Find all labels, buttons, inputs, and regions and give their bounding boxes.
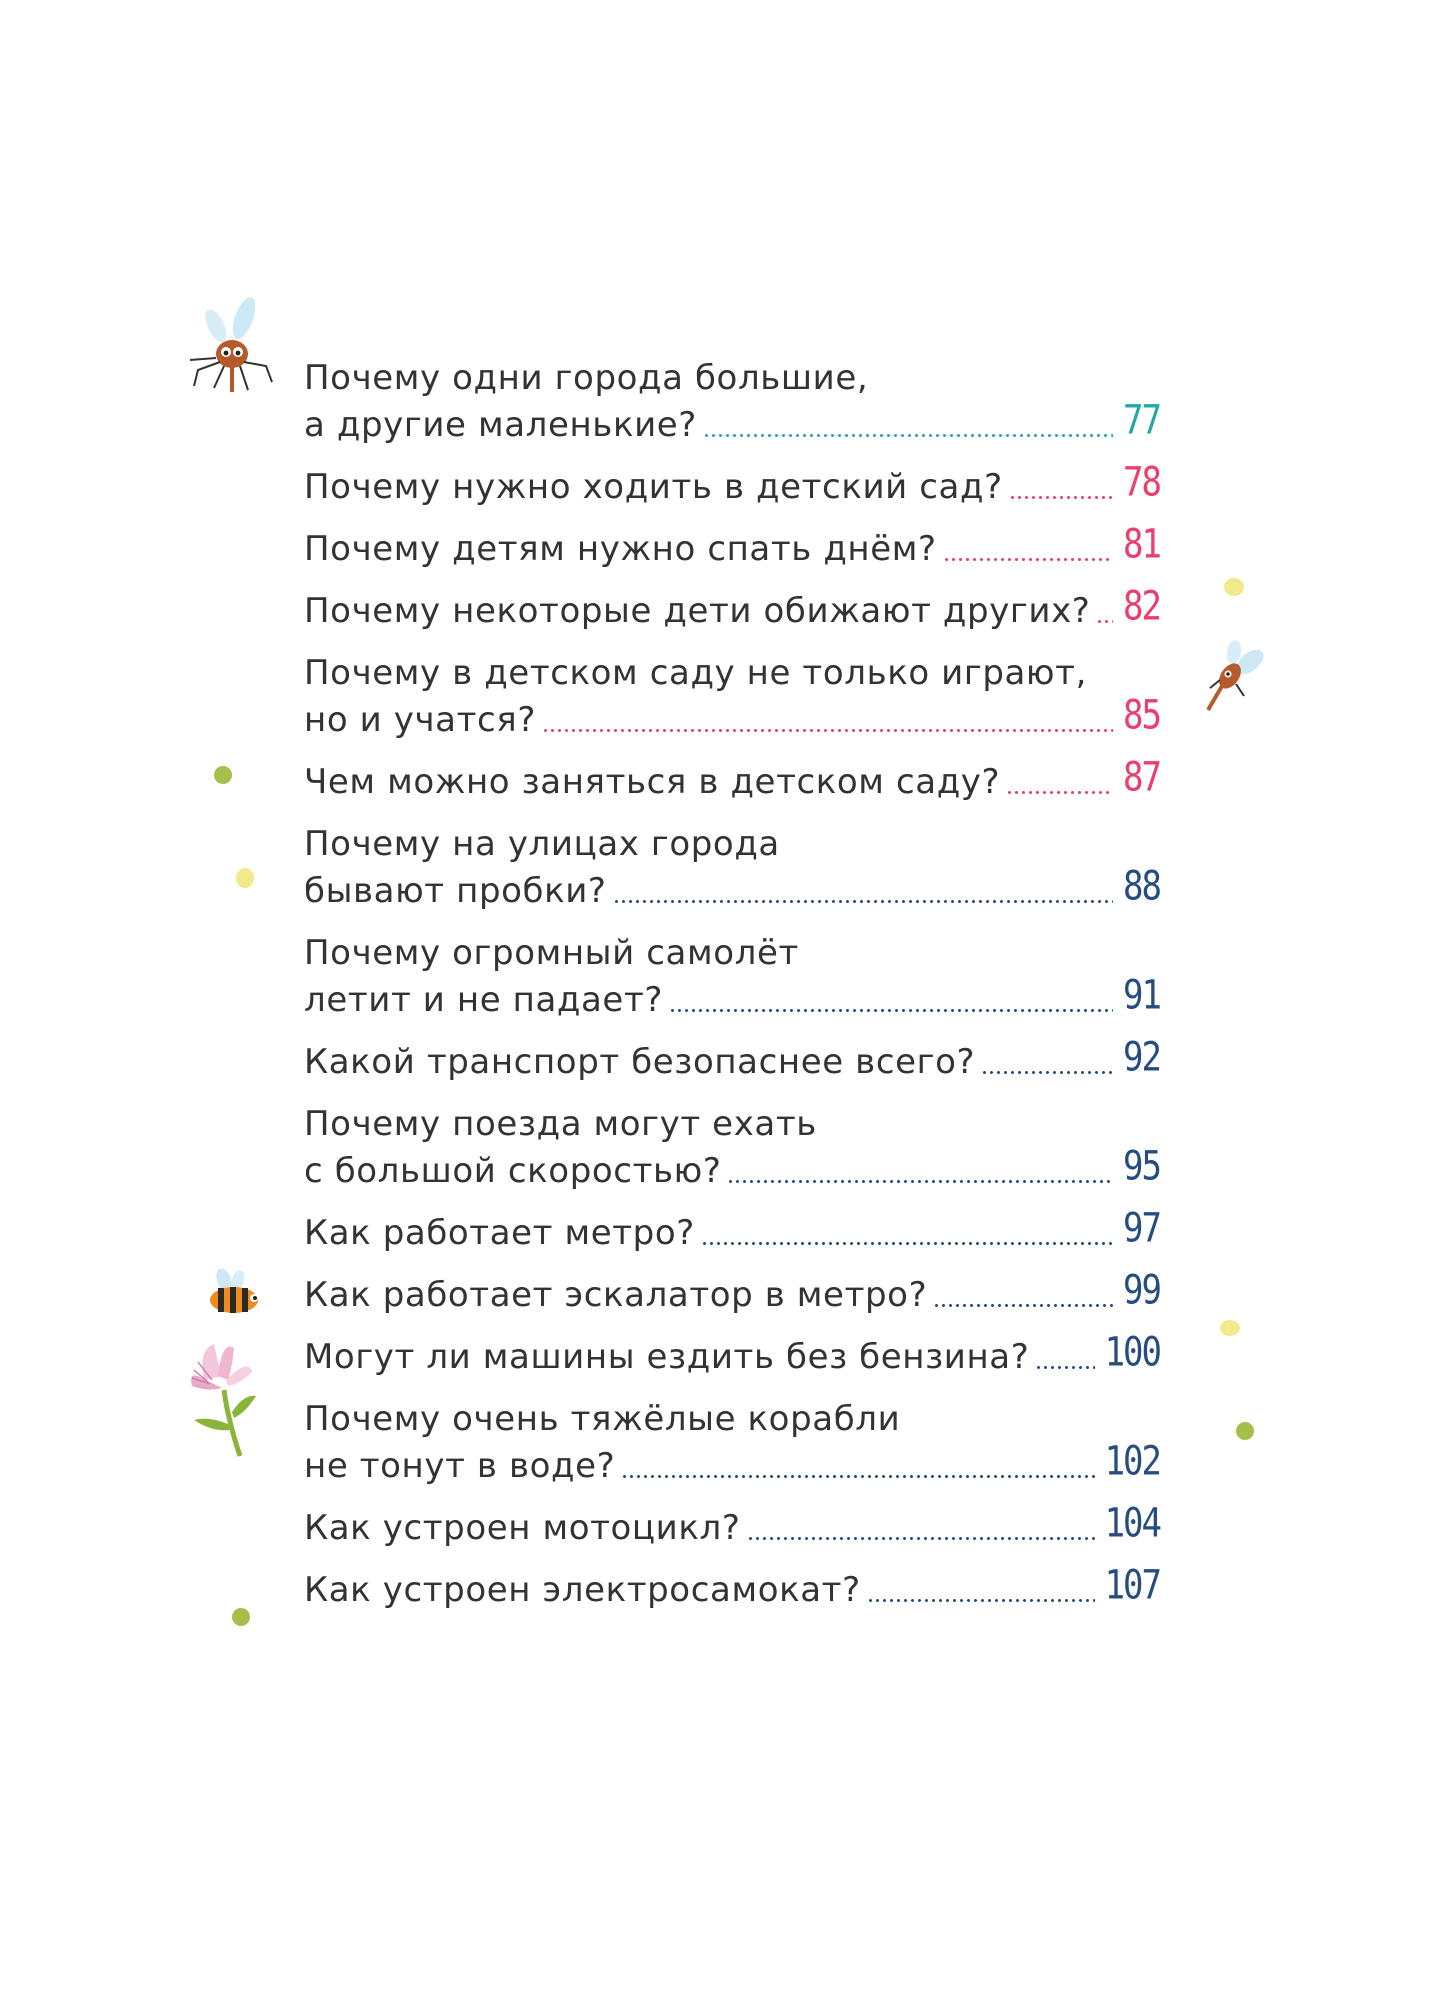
page-number: 92	[1123, 1034, 1160, 1082]
toc-entry[interactable]	[304, 1396, 1160, 1490]
toc-entry[interactable]	[304, 521, 1160, 573]
toc-entry[interactable]	[304, 355, 1160, 449]
toc-entry[interactable]	[304, 1267, 1160, 1319]
toc-entry[interactable]	[304, 821, 1160, 915]
toc-entry[interactable]	[304, 1500, 1160, 1552]
leader-dots	[867, 1599, 1095, 1602]
table-of-contents	[304, 355, 1160, 1629]
toc-entry-title-line: Почему огромный самолёт	[304, 933, 799, 973]
toc-entry-title: бывают пробки?	[304, 871, 607, 911]
leader-dots	[669, 1009, 1113, 1012]
page-number: 91	[1123, 972, 1160, 1020]
yellow-dot	[1220, 1320, 1240, 1336]
leader-dots	[1035, 1366, 1094, 1369]
toc-entry-title: Почему некоторые дети обижают других?	[304, 591, 1091, 631]
leader-dots	[613, 900, 1113, 903]
page-number: 82	[1123, 583, 1160, 631]
toc-entry[interactable]	[304, 1562, 1160, 1614]
toc-entry-title: но и учатся?	[304, 700, 536, 740]
leader-dots	[981, 1071, 1113, 1074]
toc-entry-title: Как работает эскалатор в метро?	[304, 1275, 928, 1315]
toc-entry-title-line: Почему в детском саду не только играют,	[304, 653, 1087, 693]
toc-entry[interactable]	[304, 1101, 1160, 1195]
toc-entry-title-line: Почему очень тяжёлые корабли	[304, 1399, 901, 1439]
toc-entry[interactable]	[304, 583, 1160, 635]
toc-entry[interactable]	[304, 650, 1160, 744]
toc-entry-title: а другие маленькие?	[304, 405, 697, 445]
yellow-dot	[1224, 578, 1244, 596]
leader-dots	[727, 1180, 1113, 1183]
page-number: 78	[1123, 459, 1160, 507]
green-dot	[214, 766, 232, 784]
leader-dots	[1096, 620, 1113, 623]
toc-entry-title: не тонут в воде?	[304, 1446, 616, 1486]
toc-entry[interactable]	[304, 1205, 1160, 1257]
flower-icon	[188, 1340, 258, 1460]
leader-dots	[933, 1304, 1113, 1307]
toc-entry-title: Как работает метро?	[304, 1213, 695, 1253]
bee-icon	[204, 1268, 264, 1318]
green-dot	[1236, 1422, 1254, 1440]
leader-dots	[747, 1537, 1095, 1540]
leader-dots	[1009, 496, 1113, 499]
leader-dots	[701, 1242, 1113, 1245]
page-number: 97	[1123, 1205, 1160, 1253]
page-number: 95	[1123, 1143, 1160, 1191]
toc-entry-title: Чем можно заняться в детском саду?	[304, 762, 1001, 802]
page-number: 88	[1123, 863, 1160, 911]
green-dot	[232, 1608, 250, 1626]
page-number: 99	[1123, 1267, 1160, 1315]
toc-entry-title: с большой скоростью?	[304, 1151, 722, 1191]
page-number: 81	[1123, 521, 1160, 569]
toc-entry-title: Какой транспорт безопаснее всего?	[304, 1042, 976, 1082]
leader-dots	[943, 558, 1113, 561]
leader-dots	[703, 434, 1113, 437]
toc-entry[interactable]	[304, 754, 1160, 806]
mosquito-icon	[186, 296, 278, 396]
page-number: 85	[1123, 692, 1160, 740]
page-number: 87	[1123, 754, 1160, 802]
toc-entry-title-line: Почему одни города большие,	[304, 358, 869, 398]
toc-entry-title-line: Почему на улицах города	[304, 824, 780, 864]
page-number: 102	[1104, 1438, 1160, 1486]
toc-entry-title-line: Почему поезда могут ехать	[304, 1104, 817, 1144]
toc-entry[interactable]	[304, 459, 1160, 511]
page-number: 100	[1104, 1329, 1160, 1377]
mosquito-icon	[1200, 640, 1270, 715]
toc-entry-title: летит и не падает?	[304, 980, 664, 1020]
toc-entry-title: Как устроен электросамокат?	[304, 1570, 861, 1610]
page-number: 77	[1123, 397, 1160, 445]
toc-entry-title: Почему детям нужно спать днём?	[304, 529, 937, 569]
toc-entry[interactable]	[304, 1329, 1160, 1381]
leader-dots	[542, 729, 1113, 732]
yellow-dot	[236, 868, 254, 888]
toc-entry[interactable]	[304, 1034, 1160, 1086]
page-number: 107	[1104, 1562, 1160, 1610]
toc-entry-title: Могут ли машины ездить без бензина?	[304, 1337, 1030, 1377]
leader-dots	[1006, 791, 1113, 794]
toc-entry-title: Почему нужно ходить в детский сад?	[304, 467, 1003, 507]
toc-entry[interactable]	[304, 930, 1160, 1024]
toc-entry-title: Как устроен мотоцикл?	[304, 1508, 741, 1548]
page-number: 104	[1104, 1500, 1160, 1548]
leader-dots	[621, 1475, 1094, 1478]
